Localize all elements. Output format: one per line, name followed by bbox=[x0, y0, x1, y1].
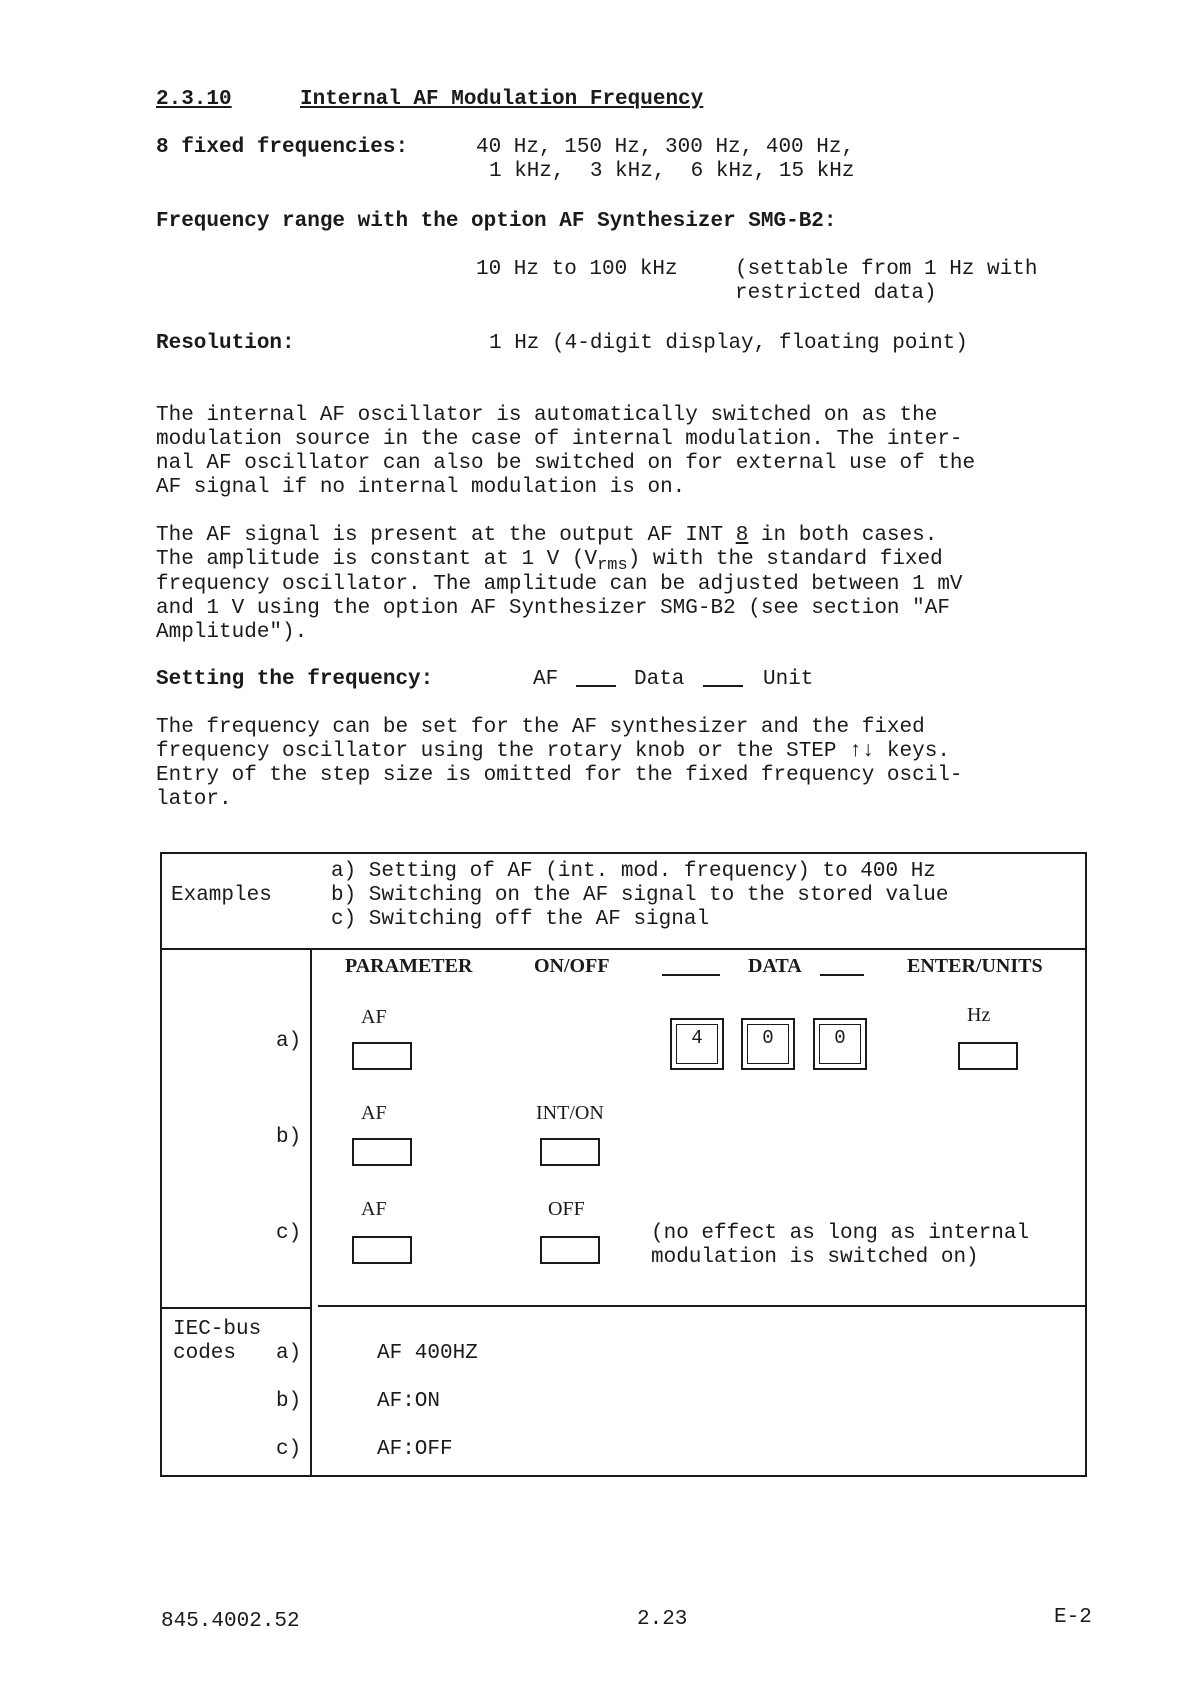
paragraph-line bbox=[156, 524, 1096, 548]
paragraph-line: frequency oscillator using the rotary knob or the STEP ↑↓ keys. bbox=[156, 740, 950, 763]
paragraph-line: The frequency can be set for the AF synthesizer and the fixed bbox=[156, 716, 925, 739]
paragraph-output bbox=[156, 524, 1096, 645]
setting-frequency-label: Setting the frequency: bbox=[156, 668, 434, 691]
paragraph-line: The internal AF oscillator is automatically switched on as the bbox=[156, 404, 938, 427]
row-label-c: c) bbox=[276, 1222, 302, 1245]
int-on-label: INT/ON bbox=[536, 1102, 604, 1124]
example-b-description: b) Switching on the AF signal to the stored value bbox=[331, 884, 949, 907]
section-number: 2.3.10 bbox=[156, 88, 232, 111]
table-border bbox=[160, 852, 162, 1477]
column-parameter: PARAMETER bbox=[345, 955, 473, 977]
paragraph-line: modulation source in the case of internal modulation. The inter- bbox=[156, 428, 963, 451]
frequency-range-note-1: (settable from 1 Hz with bbox=[735, 258, 1038, 281]
hz-key[interactable] bbox=[958, 1042, 1018, 1070]
paragraph-line: AF signal if no internal modulation is on. bbox=[156, 476, 686, 499]
subscript-rms: rms bbox=[597, 556, 628, 575]
int-on-key[interactable] bbox=[540, 1138, 600, 1166]
paragraph-oscillator bbox=[156, 404, 1096, 500]
iec-bus-label: IEC-bus bbox=[173, 1318, 262, 1341]
row-label-a: a) bbox=[276, 1030, 302, 1053]
param-label-c: AF bbox=[361, 1198, 387, 1220]
paragraph-line: lator. bbox=[156, 788, 232, 811]
paragraph-line: nal AF oscillator can also be switched on for external use of the bbox=[156, 452, 976, 475]
resolution-label: Resolution: bbox=[156, 332, 295, 355]
connector-number: 8 bbox=[735, 524, 749, 547]
af-key[interactable] bbox=[352, 1042, 412, 1070]
column-enter-units: ENTER/UNITS bbox=[907, 955, 1043, 977]
paragraph-step bbox=[156, 716, 1096, 812]
table-border bbox=[310, 948, 312, 1477]
footer-doc-number: 845.4002.52 bbox=[161, 1610, 300, 1633]
iec-row-label-c: c) bbox=[276, 1438, 302, 1461]
footer-edition: E-2 bbox=[1054, 1606, 1092, 1629]
table-border bbox=[160, 1307, 310, 1309]
setting-data: Data bbox=[634, 668, 685, 691]
iec-code-a: AF 400HZ bbox=[377, 1342, 478, 1365]
codes-label: codes bbox=[173, 1342, 237, 1365]
text-fragment: The AF signal is present at the output AF INT bbox=[156, 524, 736, 547]
row-c-note-2: modulation is switched on) bbox=[651, 1246, 979, 1269]
column-data: DATA bbox=[748, 955, 802, 977]
fixed-frequencies-line1: 40 Hz, 150 Hz, 300 Hz, 400 Hz, bbox=[476, 136, 855, 159]
separator-line bbox=[820, 974, 864, 976]
digit-value: 0 bbox=[762, 1027, 774, 1049]
example-c-description: c) Switching off the AF signal bbox=[331, 908, 710, 931]
unit-label-hz: Hz bbox=[967, 1004, 991, 1026]
table-border bbox=[160, 948, 1087, 950]
example-a-description: a) Setting of AF (int. mod. frequency) to 400 Hz bbox=[331, 860, 936, 883]
digit-value: 0 bbox=[834, 1027, 846, 1049]
footer-page-number: 2.23 bbox=[637, 1608, 688, 1631]
examples-label: Examples bbox=[171, 884, 272, 907]
separator-line bbox=[703, 685, 743, 687]
paragraph-line: Amplitude"). bbox=[156, 621, 308, 644]
digit-key-0[interactable] bbox=[813, 1018, 867, 1070]
param-label-a: AF bbox=[361, 1006, 387, 1028]
section-title: Internal AF Modulation Frequency bbox=[300, 88, 704, 111]
frequency-range-note-2: restricted data) bbox=[735, 282, 937, 305]
frequency-range-value: 10 Hz to 100 kHz bbox=[476, 258, 678, 281]
paragraph-line bbox=[156, 548, 1096, 573]
digit-key-0[interactable] bbox=[741, 1018, 795, 1070]
paragraph-line: Entry of the step size is omitted for the fixed frequency oscil- bbox=[156, 764, 963, 787]
paragraph-line: frequency oscillator. The amplitude can be adjusted between 1 mV bbox=[156, 573, 963, 596]
setting-af: AF bbox=[533, 668, 559, 691]
row-c-note-1: (no effect as long as internal bbox=[651, 1222, 1030, 1245]
af-key[interactable] bbox=[352, 1236, 412, 1264]
iec-code-c: AF:OFF bbox=[377, 1438, 453, 1461]
fixed-frequencies-label: 8 fixed frequencies: bbox=[156, 136, 409, 159]
param-label-b: AF bbox=[361, 1102, 387, 1124]
separator-line bbox=[662, 974, 720, 976]
resolution-value: 1 Hz (4-digit display, floating point) bbox=[489, 332, 968, 355]
paragraph-line: and 1 V using the option AF Synthesizer SMG-B2 (see section "AF bbox=[156, 597, 950, 620]
table-border bbox=[160, 852, 1087, 854]
text-fragment: The amplitude is constant at 1 V (V bbox=[156, 548, 598, 571]
separator-line bbox=[576, 685, 616, 687]
frequency-range-label: Frequency range with the option AF Synthesizer SMG-B2: bbox=[156, 210, 837, 233]
column-onoff: ON/OFF bbox=[534, 955, 610, 977]
table-border bbox=[160, 1475, 1087, 1477]
text-fragment: in both cases. bbox=[748, 524, 938, 547]
digit-key-4[interactable] bbox=[670, 1018, 724, 1070]
off-key[interactable] bbox=[540, 1236, 600, 1264]
table-border bbox=[318, 1305, 1087, 1307]
setting-unit: Unit bbox=[763, 668, 814, 691]
af-key[interactable] bbox=[352, 1138, 412, 1166]
digit-value: 4 bbox=[691, 1027, 703, 1049]
row-label-b: b) bbox=[276, 1126, 302, 1149]
iec-code-b: AF:ON bbox=[377, 1390, 441, 1413]
table-border bbox=[1085, 852, 1087, 1477]
off-label: OFF bbox=[548, 1198, 585, 1220]
iec-row-label-b: b) bbox=[276, 1390, 302, 1413]
iec-row-label-a: a) bbox=[276, 1342, 302, 1365]
fixed-frequencies-line2: 1 kHz, 3 kHz, 6 kHz, 15 kHz bbox=[489, 160, 855, 183]
text-fragment: ) with the standard fixed bbox=[627, 548, 943, 571]
